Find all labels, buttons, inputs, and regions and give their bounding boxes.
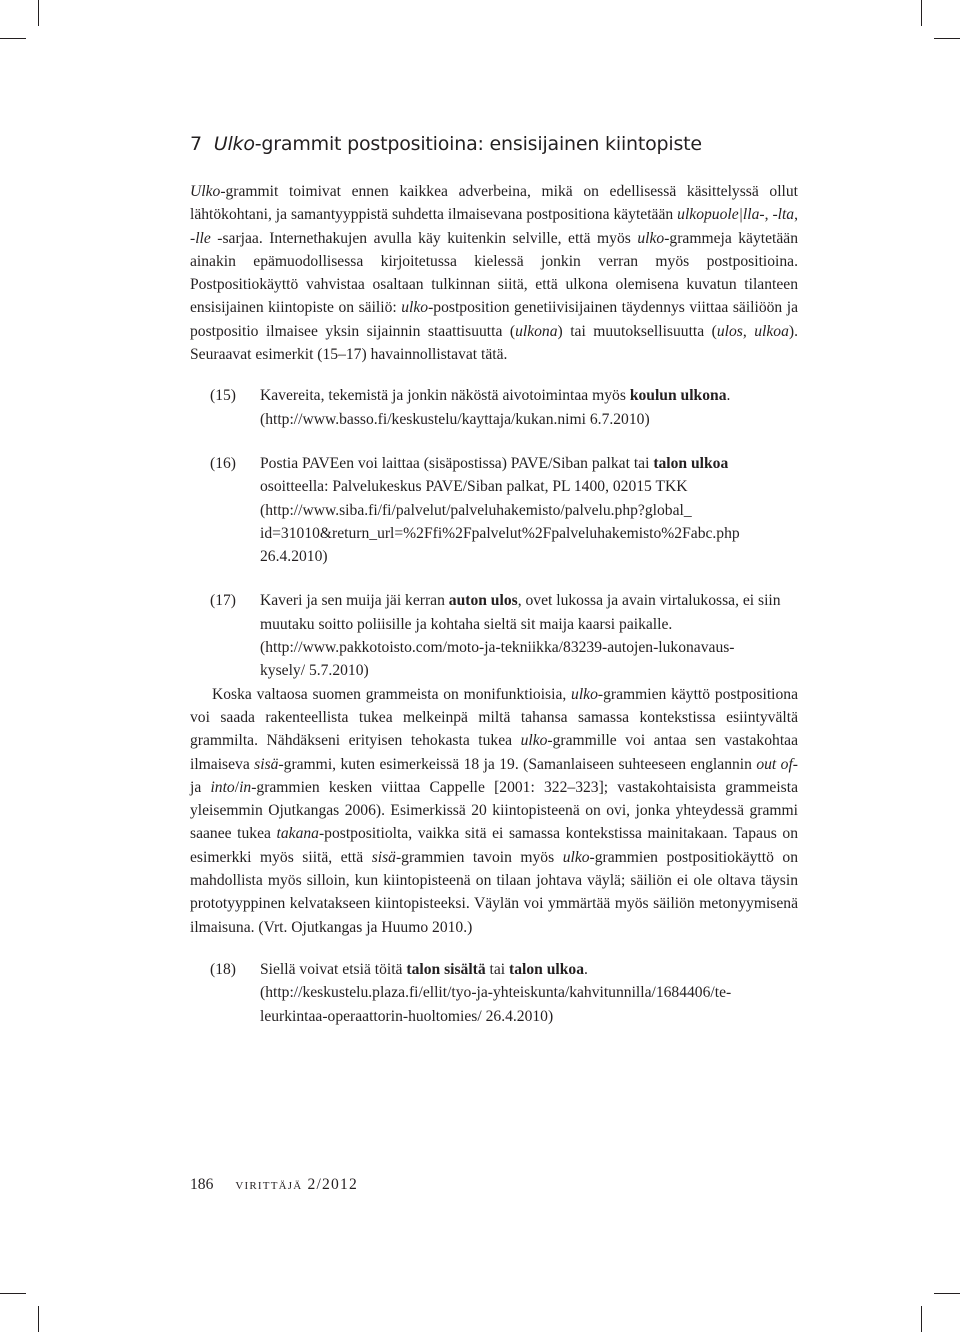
- paragraph-2: [190, 683, 798, 939]
- example-source: (http://www.pakkotoisto.com/moto-ja-tekniikka/83239-autojen-lukonavaus-: [260, 639, 735, 657]
- text: , ovet lukossa ja avain virtalukossa, ei siin muutaku soitto poliisille ja kohtaha sieltä sit maija kaarsi paikalle.: [260, 592, 781, 633]
- text: Koska valtaosa suomen grammeista on monifunktioisia,: [212, 685, 572, 703]
- crop-mark: [921, 1306, 922, 1332]
- crop-mark: [0, 1293, 26, 1294]
- term: -lta: [772, 206, 795, 224]
- example-source: (http://www.siba.fi/fi/palvelut/palveluhakemisto/palvelu.php?global_: [260, 501, 692, 519]
- text: ). Seuraavat esimerkit (15–17) havainnollistavat tätä.: [190, 322, 798, 364]
- example-source: 26.4.2010): [260, 548, 328, 566]
- term: sisä: [254, 755, 279, 773]
- text: -grammit toimivat ennen kaikkea adverbeina, mikä on edellisessä käsittelyssä ollut lähtökohtani, ja samantyyppistä suhdetta ilmaisevana postpositiona käytetään: [190, 183, 798, 224]
- text: -grammien käyttö postpositiona voi saada rakenteellista tukea melkeinpä miltä tahansa samassa kontekstissa esiintyvältä grammilta. Nähdäkseni erityisen tehokasta tukea: [190, 685, 798, 750]
- example-text: [260, 384, 798, 407]
- text: Siellä voivat etsiä töitä: [260, 960, 407, 978]
- term: ulkopuole|lla-: [677, 206, 765, 224]
- bold-term: auton ulos: [448, 592, 518, 610]
- crop-mark: [934, 1293, 960, 1294]
- term: -lle: [190, 229, 211, 247]
- page-footer: [190, 1173, 358, 1196]
- crop-mark: [921, 0, 922, 26]
- term: takana: [276, 825, 319, 843]
- term: sisä: [371, 848, 396, 866]
- text: -sarjaa. Internethakujen avulla käy kuitenkin selville, että myös: [210, 229, 638, 247]
- example-16: [190, 452, 798, 568]
- text: -postposition genetiivisijainen täydennys viittaa säiliöön ja postpositio ilmaisee yksin sijainnin staattisuutta (: [190, 299, 799, 340]
- paragraph-1: [190, 180, 798, 366]
- term: ulko: [637, 229, 665, 247]
- example-17: [190, 589, 798, 682]
- bold-term: koulun ulkona: [629, 387, 727, 405]
- text: - ja: [190, 755, 798, 796]
- example-15: [190, 384, 798, 431]
- crop-mark: [0, 38, 26, 39]
- term: ulko: [520, 732, 548, 750]
- term: in: [239, 778, 252, 796]
- term: ulko: [562, 848, 590, 866]
- bold-term: talon sisältä: [406, 960, 486, 978]
- section-heading: [190, 130, 798, 158]
- example-text: [260, 589, 798, 636]
- text: -grammien tavoin myös: [395, 848, 563, 866]
- text: -grammille voi antaa sen vastakohtaa ilmaiseva: [190, 732, 798, 773]
- text: -grammi, kuten esimerkeissä 18 ja 19. (Samanlaiseen suhteeseen englannin: [278, 755, 757, 773]
- text: tai: [485, 960, 510, 978]
- term: into: [210, 778, 235, 796]
- text: Postia PAVEen voi laittaa (sisäpostissa) PAVE/Siban palkat tai: [260, 454, 654, 472]
- section-title: -grammit postpositioina: ensisijainen kiintopiste: [254, 133, 702, 155]
- page-content: [190, 130, 798, 1028]
- bold-term: talon ulkoa: [509, 960, 585, 978]
- example-text: [260, 452, 798, 499]
- text: ,: [794, 206, 798, 224]
- example-number: (17): [210, 592, 236, 610]
- crop-mark: [934, 38, 960, 39]
- term: Ulko: [190, 183, 221, 200]
- example-number: (15): [210, 387, 236, 405]
- term: ulkoa: [754, 322, 789, 340]
- text: .: [584, 960, 588, 978]
- crop-mark: [38, 1306, 39, 1332]
- example-18: [190, 958, 798, 1028]
- example-source: (http://keskustelu.plaza.fi/ellit/tyo-ja-yhteiskunta/kahvitunnilla/1684406/te-: [260, 984, 732, 1002]
- page-number: 186: [190, 1176, 214, 1193]
- example-source: kysely/ 5.7.2010): [260, 662, 369, 680]
- text: -grammeja käytetään ainakin epämuodollisessa kirjoitetussa kielessä jonkin verran myös postpositioina. Postpositiokäyttö vahvistaa osaltaan tulkinnan siitä, että ulkona olemisena kuvatun tilanteen ensisijainen kiintopiste on säiliö:: [190, 229, 798, 317]
- text: -grammien postpositiokäyttö on mahdollista myös silloin, kun kiintopisteenä on tilaan johtava väylä; säiliön ei ole oltava täysin prototyyppinen kelvatakseen kiintopisteeksi. Väylän voi ymmärtää myös säiliön metonyymisenä ilmaisuna. (Vrt. Ojutkangas ja Huumo 2010.): [190, 848, 798, 936]
- text: ,: [742, 322, 755, 340]
- crop-mark: [38, 0, 39, 26]
- term: ulkona: [515, 322, 558, 340]
- text: -grammien kesken viittaa Cappelle [2001: 322–323]; vastakohtaisista grammeista yleisemmin Ojutkangas 2006). Esimerkissä 20 kiintopisteenä on ovi, jonka yhteydessä grammi saanee tukea: [190, 778, 798, 843]
- term: ulos: [716, 322, 743, 340]
- text: ,: [764, 206, 773, 224]
- text: .: [726, 387, 731, 405]
- example-number: (18): [210, 960, 236, 978]
- text: /: [234, 778, 240, 796]
- text: ) tai muutoksellisuutta (: [557, 322, 717, 340]
- example-number: (16): [210, 454, 236, 472]
- section-title-italic: Ulko: [213, 133, 255, 155]
- term: ulko: [401, 299, 429, 317]
- text: Kaveri ja sen muija jäi kerran: [260, 592, 449, 610]
- term: ulko: [571, 685, 598, 703]
- example-text: [260, 958, 798, 981]
- text: Kavereita, tekemistä ja jonkin näköstä aivotoimintaa myös: [260, 387, 630, 405]
- term: out of: [756, 755, 793, 773]
- journal-name: virittäjä 2/2012: [235, 1176, 359, 1193]
- example-source: leurkintaa-operaattorin-huoltomies/ 26.4.2010): [260, 1007, 554, 1025]
- bold-term: talon ulkoa: [653, 454, 729, 472]
- example-source: (http://www.basso.fi/keskustelu/kayttaja/kukan.nimi 6.7.2010): [260, 410, 650, 428]
- example-source: id=31010&return_url=%2Ffi%2Fpalvelut%2Fpalveluhakemisto%2Fabc.php: [260, 524, 740, 542]
- text: -postpositiolta, vaikka sitä ei samassa kontekstissa mainitakaan. Tapaus on esimerkki myös siitä, että: [190, 825, 798, 866]
- section-number: 7: [190, 133, 202, 155]
- text: osoitteella: Palvelukeskus PAVE/Siban palkat, PL 1400, 02015 TKK: [260, 478, 688, 496]
